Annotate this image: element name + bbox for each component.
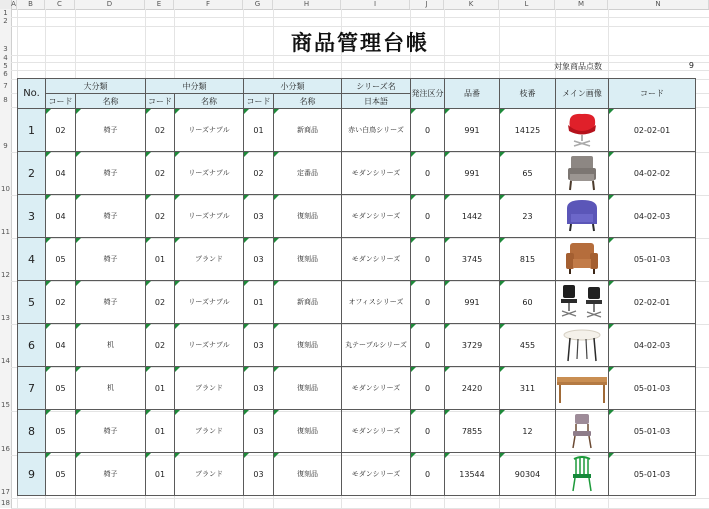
column-header-d[interactable]: D xyxy=(75,0,145,9)
middle-name-cell[interactable]: リーズナブル xyxy=(175,195,244,238)
cell-comment-indicator xyxy=(445,195,450,200)
cell-comment-indicator xyxy=(445,238,450,243)
row-header-12[interactable]: 12 xyxy=(1,271,10,279)
middle-name-cell[interactable]: リーズナブル xyxy=(175,109,244,152)
major-code-cell[interactable]: 05 xyxy=(46,453,76,496)
cell-comment-indicator xyxy=(244,152,249,157)
column-header-g[interactable]: G xyxy=(243,0,273,9)
row-header-5[interactable]: 5 xyxy=(3,62,8,70)
middle-code-cell[interactable]: 02 xyxy=(146,324,175,367)
order-type-cell[interactable]: 0 xyxy=(411,410,445,453)
cell-comment-indicator xyxy=(500,152,505,157)
cell-comment-indicator xyxy=(76,195,81,200)
cell-comment-indicator xyxy=(411,195,416,200)
cell-comment-indicator xyxy=(609,410,614,415)
cell-comment-indicator xyxy=(500,367,505,372)
cell-comment-indicator xyxy=(46,238,51,243)
major-name-cell[interactable]: 椅子 xyxy=(76,238,146,281)
cell-comment-indicator xyxy=(445,152,450,157)
major-code-cell[interactable]: 04 xyxy=(46,195,76,238)
major-code-cell[interactable]: 04 xyxy=(46,324,76,367)
cell-comment-indicator xyxy=(146,324,151,329)
middle-code-cell[interactable]: 01 xyxy=(146,410,175,453)
cell-comment-indicator xyxy=(609,367,614,372)
cell-comment-indicator xyxy=(146,410,151,415)
order-type-cell[interactable]: 0 xyxy=(411,238,445,281)
cell-comment-indicator xyxy=(445,109,450,114)
column-header-n[interactable]: N xyxy=(608,0,709,9)
minor-name-cell[interactable]: 復刻品 xyxy=(274,453,342,496)
product-image-cell[interactable] xyxy=(556,453,609,496)
code-cell[interactable]: 02-02-01 xyxy=(609,109,696,152)
row-header-3[interactable]: 3 xyxy=(3,45,8,53)
product-image-cell[interactable] xyxy=(556,109,609,152)
wooden-desk-image xyxy=(556,371,608,405)
middle-name-cell[interactable]: ブランド xyxy=(175,367,244,410)
column-header-c[interactable]: C xyxy=(45,0,75,9)
column-header-a[interactable]: A xyxy=(11,0,16,8)
cell-comment-indicator xyxy=(46,410,51,415)
series-cell[interactable]: モダンシリーズ xyxy=(342,367,411,410)
row-header-bar xyxy=(0,9,12,508)
middle-name-cell[interactable]: ブランド xyxy=(175,453,244,496)
branch-no-cell[interactable]: 90304 xyxy=(500,453,556,496)
column-header-bar xyxy=(0,0,709,10)
header-major-category[interactable]: 大分類 xyxy=(46,79,146,94)
row-number[interactable]: 4 xyxy=(18,238,46,281)
cell-comment-indicator xyxy=(244,281,249,286)
cell-comment-indicator xyxy=(76,324,81,329)
row-header-11[interactable]: 11 xyxy=(1,228,10,236)
green-windsor-chair-image xyxy=(567,455,597,493)
cell-comment-indicator xyxy=(146,453,151,458)
cell-comment-indicator xyxy=(46,152,51,157)
row-header-8[interactable]: 8 xyxy=(3,96,8,104)
column-header-b[interactable]: B xyxy=(17,0,45,9)
middle-code-cell[interactable]: 01 xyxy=(146,453,175,496)
code-cell[interactable]: 05-01-03 xyxy=(609,453,696,496)
cell-comment-indicator xyxy=(244,367,249,372)
branch-no-cell[interactable]: 65 xyxy=(500,152,556,195)
order-type-cell[interactable]: 0 xyxy=(411,109,445,152)
cell-comment-indicator xyxy=(500,453,505,458)
gray-armchair-image xyxy=(565,154,599,192)
column-header-h[interactable]: H xyxy=(273,0,341,9)
header-middle-code[interactable]: コード xyxy=(146,94,175,109)
major-name-cell[interactable]: 机 xyxy=(76,367,146,410)
middle-name-cell[interactable]: ブランド xyxy=(175,410,244,453)
cell-comment-indicator xyxy=(609,324,614,329)
cell-comment-indicator xyxy=(609,281,614,286)
middle-name-cell[interactable]: リーズナブル xyxy=(175,152,244,195)
column-header-i[interactable]: I xyxy=(341,0,410,9)
cell-comment-indicator xyxy=(146,195,151,200)
major-code-cell[interactable]: 02 xyxy=(46,109,76,152)
header-minor-code[interactable]: コード xyxy=(244,94,274,109)
minor-name-cell[interactable]: 復刻品 xyxy=(274,367,342,410)
cell-comment-indicator xyxy=(76,410,81,415)
row-header-16[interactable]: 16 xyxy=(1,445,10,453)
header-middle-category[interactable]: 中分類 xyxy=(146,79,244,94)
column-header-j[interactable]: J xyxy=(410,0,444,9)
header-code[interactable]: コード xyxy=(609,79,696,109)
cell-comment-indicator xyxy=(244,453,249,458)
cell-comment-indicator xyxy=(274,367,279,372)
table-row xyxy=(18,195,696,238)
series-cell[interactable]: モダンシリーズ xyxy=(342,410,411,453)
cell-comment-indicator xyxy=(274,238,279,243)
minor-code-cell[interactable]: 01 xyxy=(244,109,274,152)
major-name-cell[interactable]: 椅子 xyxy=(76,195,146,238)
order-type-cell[interactable]: 0 xyxy=(411,281,445,324)
part-no-cell[interactable]: 991 xyxy=(445,152,500,195)
row-number[interactable]: 3 xyxy=(18,195,46,238)
cell-comment-indicator xyxy=(411,367,416,372)
cell-comment-indicator xyxy=(244,109,249,114)
minor-code-cell[interactable]: 03 xyxy=(244,453,274,496)
table-row xyxy=(18,367,696,410)
major-code-cell[interactable]: 02 xyxy=(46,281,76,324)
code-cell[interactable]: 05-01-03 xyxy=(609,238,696,281)
cell-comment-indicator xyxy=(411,324,416,329)
middle-code-cell[interactable]: 02 xyxy=(146,281,175,324)
cell-comment-indicator xyxy=(146,238,151,243)
row-number[interactable]: 2 xyxy=(18,152,46,195)
product-image-cell[interactable] xyxy=(556,195,609,238)
header-major-name[interactable]: 名称 xyxy=(76,94,146,109)
branch-no-cell[interactable]: 60 xyxy=(500,281,556,324)
cell-comment-indicator xyxy=(76,109,81,114)
middle-code-cell[interactable]: 02 xyxy=(146,152,175,195)
cell-comment-indicator xyxy=(76,367,81,372)
product-image-cell[interactable] xyxy=(556,281,609,324)
major-name-cell[interactable]: 椅子 xyxy=(76,281,146,324)
row-header-18[interactable]: 18 xyxy=(1,499,10,507)
row-header-13[interactable]: 13 xyxy=(1,314,10,322)
part-no-cell[interactable]: 1442 xyxy=(445,195,500,238)
item-count-label[interactable]: 対象商品点数 xyxy=(554,62,602,71)
cell-comment-indicator xyxy=(175,367,180,372)
middle-name-cell[interactable]: リーズナブル xyxy=(175,324,244,367)
header-order-type[interactable]: 発注区分 xyxy=(411,79,445,109)
header-minor-category[interactable]: 小分類 xyxy=(244,79,342,94)
cell-comment-indicator xyxy=(500,324,505,329)
header-series-language[interactable]: 日本語 xyxy=(342,94,411,109)
row-number[interactable]: 5 xyxy=(18,281,46,324)
table-row xyxy=(18,453,696,496)
red-swan-chair-image xyxy=(562,111,602,149)
minor-code-cell[interactable]: 03 xyxy=(244,195,274,238)
item-count-value[interactable]: 9 xyxy=(688,61,694,70)
cell-comment-indicator xyxy=(500,109,505,114)
minor-name-cell[interactable]: 復刻品 xyxy=(274,410,342,453)
cell-comment-indicator xyxy=(411,410,416,415)
table-row xyxy=(18,410,696,453)
major-code-cell[interactable]: 05 xyxy=(46,410,76,453)
series-cell[interactable]: 赤い白鳥シリーズ xyxy=(342,109,411,152)
cell-comment-indicator xyxy=(244,410,249,415)
series-cell[interactable]: モダンシリーズ xyxy=(342,195,411,238)
row-number[interactable]: 9 xyxy=(18,453,46,496)
column-header-l[interactable]: L xyxy=(499,0,555,9)
cell-comment-indicator xyxy=(609,238,614,243)
row-header-14[interactable]: 14 xyxy=(1,357,10,365)
header-series[interactable]: シリーズ名 xyxy=(342,79,411,94)
minor-code-cell[interactable]: 03 xyxy=(244,324,274,367)
minor-name-cell[interactable]: 新商品 xyxy=(274,109,342,152)
cell-comment-indicator xyxy=(175,109,180,114)
order-type-cell[interactable]: 0 xyxy=(411,367,445,410)
cell-comment-indicator xyxy=(175,195,180,200)
header-middle-name[interactable]: 名称 xyxy=(175,94,244,109)
major-name-cell[interactable]: 椅子 xyxy=(76,109,146,152)
blue-tub-chair-image xyxy=(563,198,601,234)
code-cell[interactable]: 04-02-03 xyxy=(609,324,696,367)
part-no-cell[interactable]: 3729 xyxy=(445,324,500,367)
cell-comment-indicator xyxy=(76,152,81,157)
column-header-e[interactable]: E xyxy=(145,0,174,9)
cell-comment-indicator xyxy=(274,152,279,157)
cell-comment-indicator xyxy=(274,281,279,286)
cell-comment-indicator xyxy=(500,195,505,200)
middle-code-cell[interactable]: 02 xyxy=(146,195,175,238)
cell-comment-indicator xyxy=(244,238,249,243)
cell-comment-indicator xyxy=(146,367,151,372)
branch-no-cell[interactable]: 12 xyxy=(500,410,556,453)
code-cell[interactable]: 04-02-03 xyxy=(609,195,696,238)
cell-comment-indicator xyxy=(46,109,51,114)
minor-name-cell[interactable]: 定番品 xyxy=(274,152,342,195)
cell-comment-indicator xyxy=(411,152,416,157)
series-cell[interactable]: モダンシリーズ xyxy=(342,152,411,195)
series-cell[interactable]: モダンシリーズ xyxy=(342,453,411,496)
cell-comment-indicator xyxy=(445,453,450,458)
cell-comment-indicator xyxy=(175,281,180,286)
cell-comment-indicator xyxy=(46,453,51,458)
row-header-10[interactable]: 10 xyxy=(1,185,10,193)
row-header-1[interactable]: 1 xyxy=(3,9,8,17)
part-no-cell[interactable]: 3745 xyxy=(445,238,500,281)
cell-comment-indicator xyxy=(411,238,416,243)
table-row xyxy=(18,109,696,152)
brown-leather-armchair-image xyxy=(563,241,601,277)
minor-code-cell[interactable]: 03 xyxy=(244,367,274,410)
cell-comment-indicator xyxy=(411,453,416,458)
minor-name-cell[interactable]: 新商品 xyxy=(274,281,342,324)
grid-line xyxy=(11,17,709,18)
cell-comment-indicator xyxy=(500,281,505,286)
cell-comment-indicator xyxy=(411,281,416,286)
header-major-code[interactable]: コード xyxy=(46,94,76,109)
mauve-dining-chair-image xyxy=(567,412,597,450)
middle-name-cell[interactable]: ブランド xyxy=(175,238,244,281)
branch-no-cell[interactable]: 815 xyxy=(500,238,556,281)
code-cell[interactable]: 05-01-03 xyxy=(609,410,696,453)
minor-code-cell[interactable]: 01 xyxy=(244,281,274,324)
row-header-9[interactable]: 9 xyxy=(3,142,8,150)
cell-comment-indicator xyxy=(244,324,249,329)
cell-comment-indicator xyxy=(609,453,614,458)
middle-code-cell[interactable]: 01 xyxy=(146,367,175,410)
row-header-15[interactable]: 15 xyxy=(1,401,10,409)
cell-comment-indicator xyxy=(175,410,180,415)
cell-comment-indicator xyxy=(76,281,81,286)
cell-comment-indicator xyxy=(609,152,614,157)
cell-comment-indicator xyxy=(274,109,279,114)
branch-no-cell[interactable]: 14125 xyxy=(500,109,556,152)
cell-comment-indicator xyxy=(175,453,180,458)
row-header-17[interactable]: 17 xyxy=(1,488,10,496)
minor-name-cell[interactable]: 復刻品 xyxy=(274,195,342,238)
header-minor-name[interactable]: 名称 xyxy=(274,94,342,109)
table-row xyxy=(18,152,696,195)
middle-code-cell[interactable]: 02 xyxy=(146,109,175,152)
branch-no-cell[interactable]: 23 xyxy=(500,195,556,238)
product-image-cell[interactable] xyxy=(556,152,609,195)
minor-code-cell[interactable]: 03 xyxy=(244,410,274,453)
product-image-cell[interactable] xyxy=(556,410,609,453)
row-header-7[interactable]: 7 xyxy=(3,82,8,90)
round-table-image xyxy=(562,327,602,363)
row-header-4[interactable]: 4 xyxy=(3,54,8,62)
part-no-cell[interactable]: 991 xyxy=(445,281,500,324)
product-image-cell[interactable] xyxy=(556,324,609,367)
grid-line xyxy=(11,498,709,499)
middle-name-cell[interactable]: リーズナブル xyxy=(175,281,244,324)
minor-code-cell[interactable]: 02 xyxy=(244,152,274,195)
row-header-6[interactable]: 6 xyxy=(3,70,8,78)
cell-comment-indicator xyxy=(46,367,51,372)
table-row xyxy=(18,281,696,324)
order-type-cell[interactable]: 0 xyxy=(411,152,445,195)
series-cell[interactable]: 丸テーブルシリーズ xyxy=(342,324,411,367)
row-number[interactable]: 1 xyxy=(18,109,46,152)
product-table xyxy=(17,78,696,496)
order-type-cell[interactable]: 0 xyxy=(411,453,445,496)
header-no[interactable]: No. xyxy=(18,79,46,109)
column-header-k[interactable]: K xyxy=(444,0,499,9)
code-cell[interactable]: 02-02-01 xyxy=(609,281,696,324)
cell-comment-indicator xyxy=(609,109,614,114)
series-cell[interactable]: モダンシリーズ xyxy=(342,238,411,281)
table-row xyxy=(18,238,696,281)
cell-comment-indicator xyxy=(274,453,279,458)
cell-comment-indicator xyxy=(274,324,279,329)
row-header-2[interactable]: 2 xyxy=(3,17,8,25)
sheet-title[interactable]: 商品管理台帳 xyxy=(291,31,429,55)
cell-comment-indicator xyxy=(274,410,279,415)
minor-code-cell[interactable]: 03 xyxy=(244,238,274,281)
grid-line xyxy=(11,70,709,71)
minor-name-cell[interactable]: 復刻品 xyxy=(274,238,342,281)
cell-comment-indicator xyxy=(500,410,505,415)
row-number[interactable]: 7 xyxy=(18,367,46,410)
row-number[interactable]: 8 xyxy=(18,410,46,453)
code-cell[interactable]: 05-01-03 xyxy=(609,367,696,410)
major-name-cell[interactable]: 机 xyxy=(76,324,146,367)
branch-no-cell[interactable]: 455 xyxy=(500,324,556,367)
code-cell[interactable]: 04-02-02 xyxy=(609,152,696,195)
cell-comment-indicator xyxy=(445,324,450,329)
cell-comment-indicator xyxy=(146,281,151,286)
series-cell[interactable]: オフィスシリーズ xyxy=(342,281,411,324)
major-name-cell[interactable]: 椅子 xyxy=(76,410,146,453)
product-image-cell[interactable] xyxy=(556,238,609,281)
major-code-cell[interactable]: 05 xyxy=(46,238,76,281)
major-name-cell[interactable]: 椅子 xyxy=(76,453,146,496)
part-no-cell[interactable]: 7855 xyxy=(445,410,500,453)
cell-comment-indicator xyxy=(411,109,416,114)
middle-code-cell[interactable]: 01 xyxy=(146,238,175,281)
order-type-cell[interactable]: 0 xyxy=(411,195,445,238)
row-number[interactable]: 6 xyxy=(18,324,46,367)
cell-comment-indicator xyxy=(76,238,81,243)
product-image-cell[interactable] xyxy=(556,367,609,410)
cell-comment-indicator xyxy=(274,195,279,200)
cell-comment-indicator xyxy=(175,324,180,329)
cell-comment-indicator xyxy=(76,453,81,458)
part-no-cell[interactable]: 991 xyxy=(445,109,500,152)
cell-comment-indicator xyxy=(445,410,450,415)
minor-name-cell[interactable]: 復刻品 xyxy=(274,324,342,367)
table-row xyxy=(18,324,696,367)
cell-comment-indicator xyxy=(175,152,180,157)
column-header-m[interactable]: M xyxy=(555,0,608,9)
cell-comment-indicator xyxy=(244,195,249,200)
cell-comment-indicator xyxy=(46,281,51,286)
cell-comment-indicator xyxy=(146,109,151,114)
header-branch-no[interactable]: 枝番 xyxy=(500,79,556,109)
major-name-cell[interactable]: 椅子 xyxy=(76,152,146,195)
cell-comment-indicator xyxy=(46,324,51,329)
cell-comment-indicator xyxy=(175,238,180,243)
branch-no-cell[interactable]: 311 xyxy=(500,367,556,410)
cell-comment-indicator xyxy=(46,195,51,200)
cell-comment-indicator xyxy=(445,367,450,372)
major-code-cell[interactable]: 04 xyxy=(46,152,76,195)
office-chairs-image xyxy=(558,283,606,321)
order-type-cell[interactable]: 0 xyxy=(411,324,445,367)
cell-comment-indicator xyxy=(609,195,614,200)
cell-comment-indicator xyxy=(500,238,505,243)
major-code-cell[interactable]: 05 xyxy=(46,367,76,410)
cell-comment-indicator xyxy=(445,281,450,286)
part-no-cell[interactable]: 13544 xyxy=(445,453,500,496)
part-no-cell[interactable]: 2420 xyxy=(445,367,500,410)
cell-comment-indicator xyxy=(146,152,151,157)
column-header-f[interactable]: F xyxy=(174,0,243,9)
header-main-image[interactable]: メイン画像 xyxy=(556,79,609,109)
header-part-no[interactable]: 品番 xyxy=(445,79,500,109)
